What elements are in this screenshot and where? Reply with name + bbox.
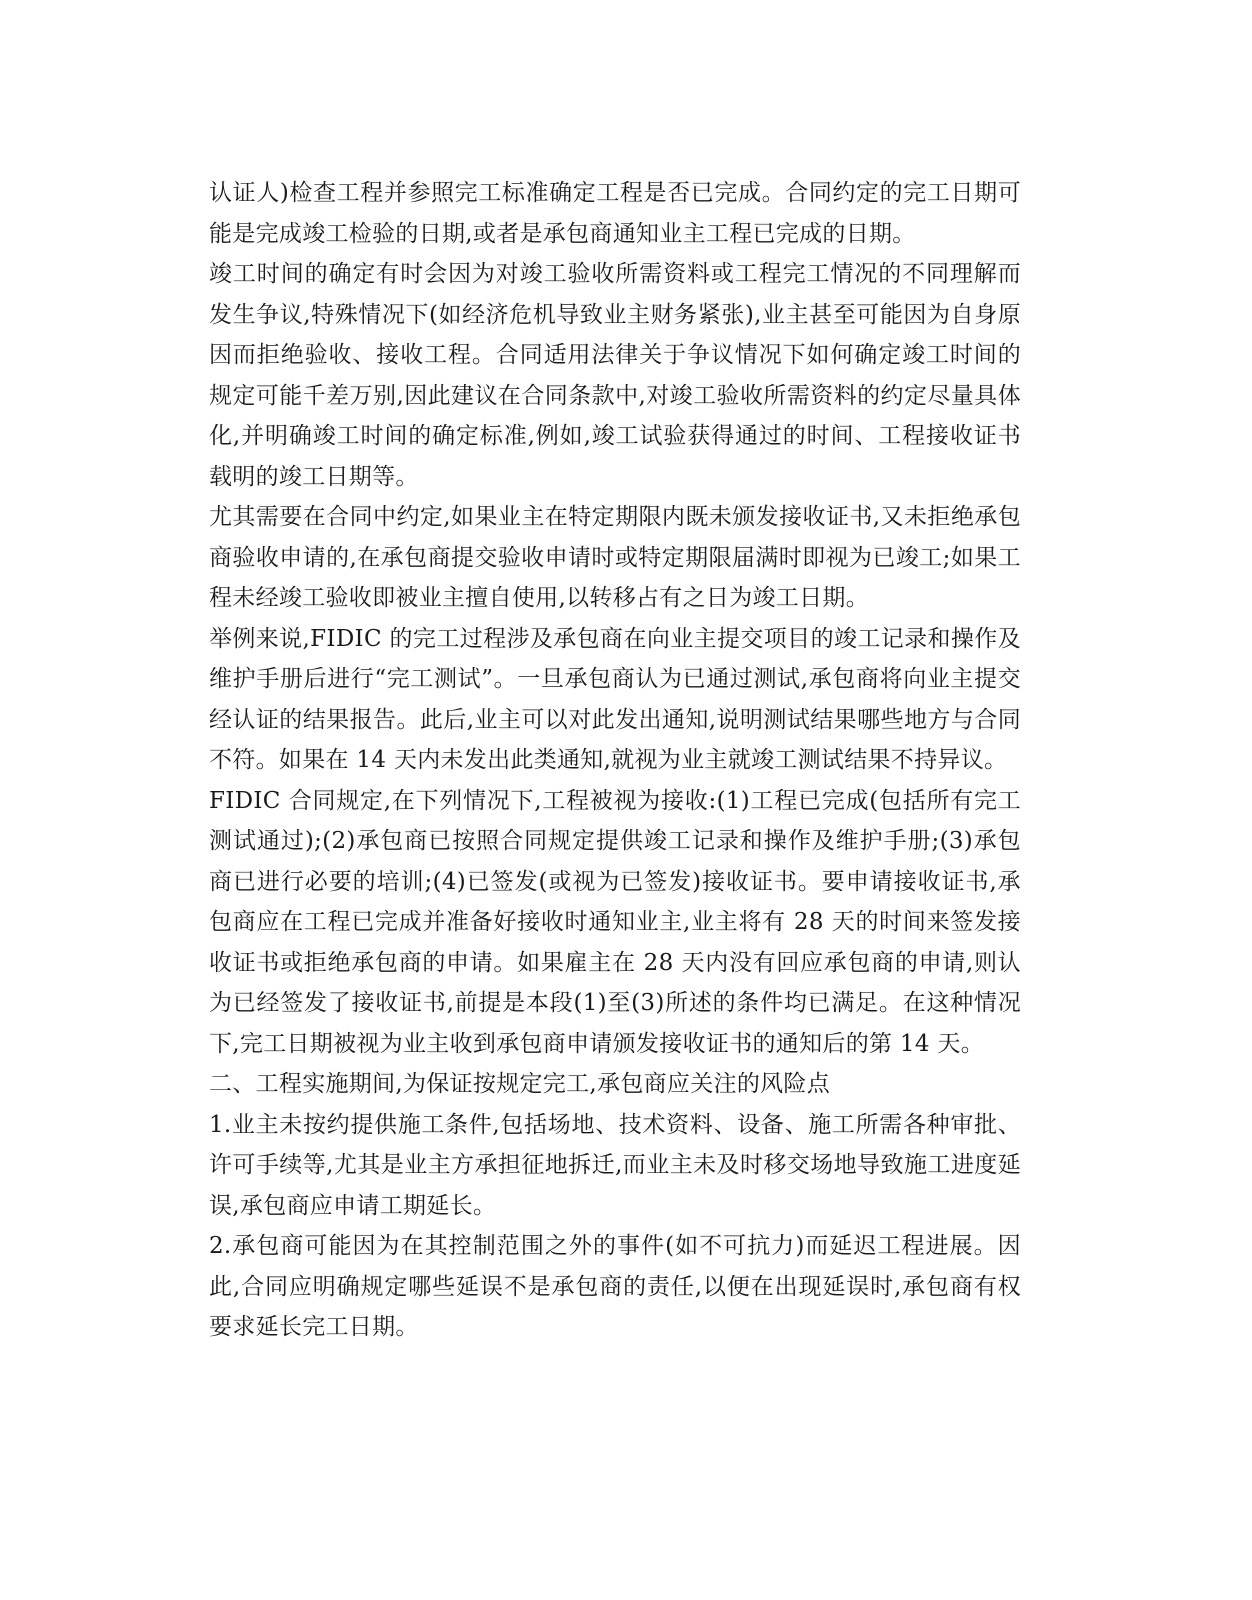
paragraph-completion-date-dispute: 竣工时间的确定有时会因为对竣工验收所需资料或工程完工情况的不同理解而发生争议,特殊情况下(如经济危机导致业主财务紧张),业主甚至可能因为自身原因而拒绝验收、接收工程。合同适用法律关于争议情况下如何确定竣工时间的规定可能千差万别,因此建议在合同条款中,对竣工验收所需资料的约定尽量具体化,并明确竣工时间的确定标准,例如,竣工试验获得通过的时间、工程接收证书载明的竣工日期等。 (209, 261, 1021, 490)
paragraph-deemed-completion: 尤其需要在合同中约定,如果业主在特定期限内既未颁发接收证书,又未拒绝承包商验收申请的,在承包商提交验收申请时或特定期限届满时即视为已竣工;如果工程未经竣工验收即被业主擅自使用,以转移占有之日为竣工日期。 (209, 504, 1021, 611)
list-item-employer-conditions: 1.业主未按约提供施工条件,包括场地、技术资料、设备、施工所需各种审批、许可手续等,尤其是业主方承担征地拆迁,而业主未及时移交场地导致施工进度延误,承包商应申请工期延长。 (209, 1111, 1021, 1219)
list-item-force-majeure: 2.承包商可能因为在其控制范围之外的事件(如不可抗力)而延迟工程进展。因此,合同应明确规定哪些延误不是承包商的责任,以便在出现延误时,承包商有权要求延长完工日期。 (209, 1233, 1021, 1340)
paragraph-fidic-completion-test: 举例来说,FIDIC 的完工过程涉及承包商在向业主提交项目的竣工记录和操作及维护手册后进行“完工测试”。一旦承包商认为已通过测试,承包商将向业主提交经认证的结果报告。此后,业主可以对此发出通知,说明测试结果哪些地方与合同不符。如果在 14 天内未发出此类通知,就视为业主就竣工测试结果不持异议。 (209, 625, 1021, 773)
section-heading-risk-points: 二、工程实施期间,为保证按规定完工,承包商应关注的风险点 (209, 1071, 831, 1097)
paragraph-completion-certification: 认证人)检查工程并参照完工标准确定工程是否已完成。合同约定的完工日期可能是完成竣工检验的日期,或者是承包商通知业主工程已完成的日期。 (209, 180, 1021, 247)
document-body (209, 173, 1021, 1348)
paragraph-fidic-taking-over: FIDIC 合同规定,在下列情况下,工程被视为接收:(1)工程已完成(包括所有完工测试通过);(2)承包商已按照合同规定提供竣工记录和操作及维护手册;(3)承包商已进行必要的培训;(4)已签发(或视为已签发)接收证书。要申请接收证书,承包商应在工程已完成并准备好接收时通知业主,业主将有 28 天的时间来签发接收证书或拒绝承包商的申请。如果雇主在 28 天内没有回应承包商的申请,则认为已经签发了接收证书,前提是本段(1)至(3)所述的条件均已满足。在这种情况下,完工日期被视为业主收到承包商申请颁发接收证书的通知后的第 14 天。 (209, 787, 1021, 1057)
